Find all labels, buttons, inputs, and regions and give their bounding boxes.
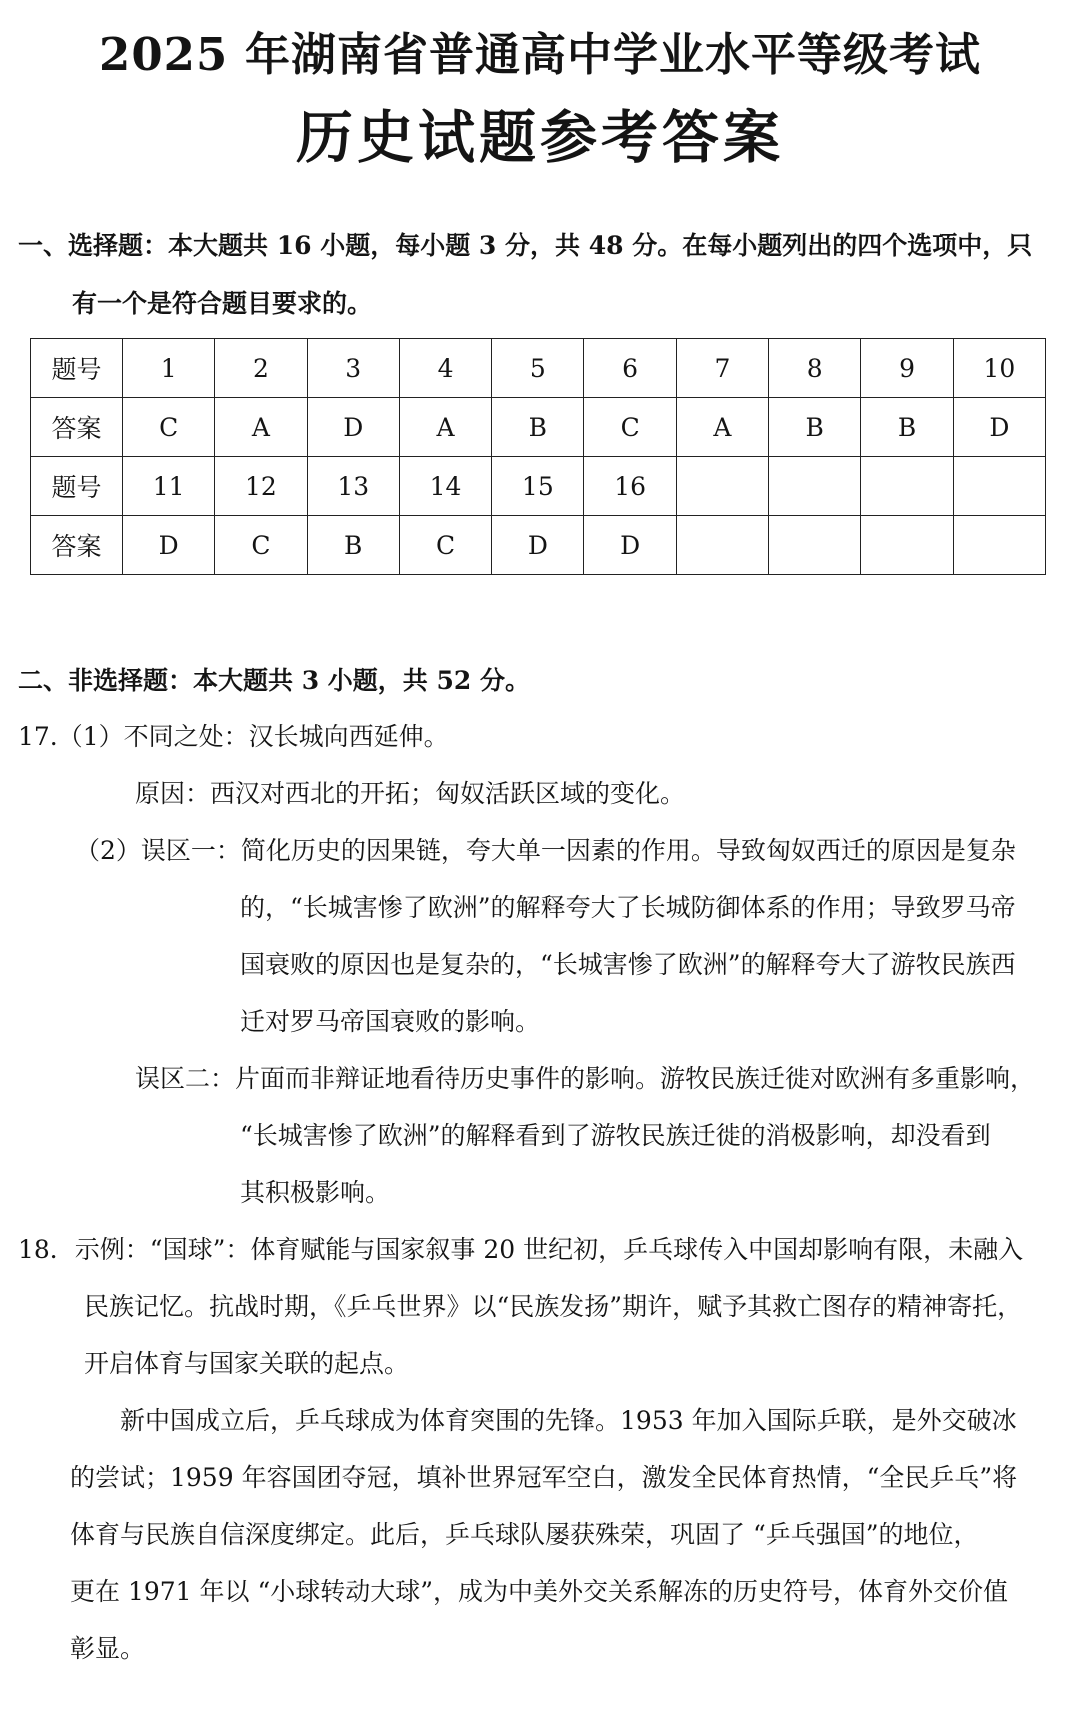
q18-line: 的尝试；1959 年容国团夺冠，填补世界冠军空白，激发全民体育热情，“全民乒乓”将: [70, 1463, 1018, 1492]
table-cell: D: [123, 516, 215, 575]
q18-line: 彰显。: [70, 1634, 146, 1663]
table-cell: D: [307, 398, 399, 457]
q18-line: 新中国成立后，乒乓球成为体育突围的先锋。1953 年加入国际乒联，是外交破冰: [120, 1406, 1017, 1435]
table-cell: C: [584, 398, 676, 457]
row-header-cell: 题号: [31, 339, 123, 398]
table-cell: [861, 457, 953, 516]
row-header-cell: 答案: [31, 398, 123, 457]
table-cell: A: [676, 398, 768, 457]
table-cell: D: [584, 516, 676, 575]
q17-line: 国衰败的原因也是复杂的，“长城害惨了欧洲”的解释夸大了游牧民族西: [240, 950, 1016, 979]
table-cell: [953, 457, 1045, 516]
table-cell: 13: [307, 457, 399, 516]
table-row: [31, 398, 1046, 457]
q17-line: 原因：西汉对西北的开拓；匈奴活跃区域的变化。: [135, 779, 686, 808]
table-cell: D: [953, 398, 1045, 457]
table-cell: 3: [307, 339, 399, 398]
answer-table: [30, 338, 1046, 575]
table-cell: A: [399, 398, 491, 457]
table-cell: B: [769, 398, 861, 457]
table-cell: 7: [676, 339, 768, 398]
section1-heading-line2: 有一个是符合题目要求的。: [72, 289, 373, 318]
table-cell: [861, 516, 953, 575]
q17-line: 17.（1）不同之处：汉长城向西延伸。: [18, 722, 449, 751]
table-cell: D: [492, 516, 584, 575]
table-cell: 8: [769, 339, 861, 398]
q18-line: 18．示例：“国球”：体育赋能与国家叙事 20 世纪初，乒乓球传入中国却影响有限，未融入: [18, 1235, 1024, 1264]
table-cell: 16: [584, 457, 676, 516]
table-cell: 10: [953, 339, 1045, 398]
table-cell: [769, 516, 861, 575]
q17-line: 其积极影响。: [240, 1178, 391, 1207]
table-cell: 5: [492, 339, 584, 398]
table-cell: C: [399, 516, 491, 575]
q18-line: 更在 1971 年以 “小球转动大球”，成为中美外交关系解冻的历史符号，体育外交价值: [70, 1577, 1009, 1606]
q17-line: 迁对罗马帝国衰败的影响。: [240, 1007, 541, 1036]
table-cell: B: [861, 398, 953, 457]
table-cell: B: [307, 516, 399, 575]
row-header-cell: 题号: [31, 457, 123, 516]
table-cell: 1: [123, 339, 215, 398]
row-header-cell: 答案: [31, 516, 123, 575]
table-cell: [953, 516, 1045, 575]
table-cell: [676, 457, 768, 516]
q17-line: （2）误区一：简化历史的因果链，夸大单一因素的作用。导致匈奴西迁的原因是复杂: [75, 836, 1016, 865]
table-cell: 9: [861, 339, 953, 398]
table-cell: C: [215, 516, 307, 575]
table-cell: 6: [584, 339, 676, 398]
q17-line: “长城害惨了欧洲”的解释看到了游牧民族迁徙的消极影响，却没看到: [240, 1121, 991, 1150]
q17-line: 的，“长城害惨了欧洲”的解释夸大了长城防御体系的作用；导致罗马帝: [240, 893, 1016, 922]
document-title: 2025 年湖南省普通高中学业水平等级考试: [99, 28, 981, 81]
table-cell: 12: [215, 457, 307, 516]
table-cell: 15: [492, 457, 584, 516]
table-cell: B: [492, 398, 584, 457]
table-cell: C: [123, 398, 215, 457]
table-cell: [769, 457, 861, 516]
q18-line: 民族记忆。抗战时期，《乒乓世界》以“民族发扬”期许，赋予其救亡图存的精神寄托，: [84, 1292, 1023, 1321]
table-cell: [676, 516, 768, 575]
table-cell: 4: [399, 339, 491, 398]
table-row: [31, 516, 1046, 575]
document-subtitle: 历史试题参考答案: [296, 104, 784, 171]
table-row: [31, 339, 1046, 398]
section1-heading-line1: 一、选择题：本大题共 16 小题，每小题 3 分，共 48 分。在每小题列出的四个选项中，只: [18, 231, 1033, 260]
section2-heading: 二、非选择题：本大题共 3 小题，共 52 分。: [18, 666, 531, 695]
table-cell: 2: [215, 339, 307, 398]
q18-line: 体育与民族自信深度绑定。此后，乒乓球队屡获殊荣，巩固了 “乒乓强国”的地位，: [70, 1520, 979, 1549]
table-cell: A: [215, 398, 307, 457]
table-cell: 11: [123, 457, 215, 516]
table-row: [31, 457, 1046, 516]
table-cell: 14: [399, 457, 491, 516]
q17-line: 误区二：片面而非辩证地看待历史事件的影响。游牧民族迁徙对欧洲有多重影响，: [135, 1064, 1036, 1093]
q18-line: 开启体育与国家关联的起点。: [84, 1349, 410, 1378]
